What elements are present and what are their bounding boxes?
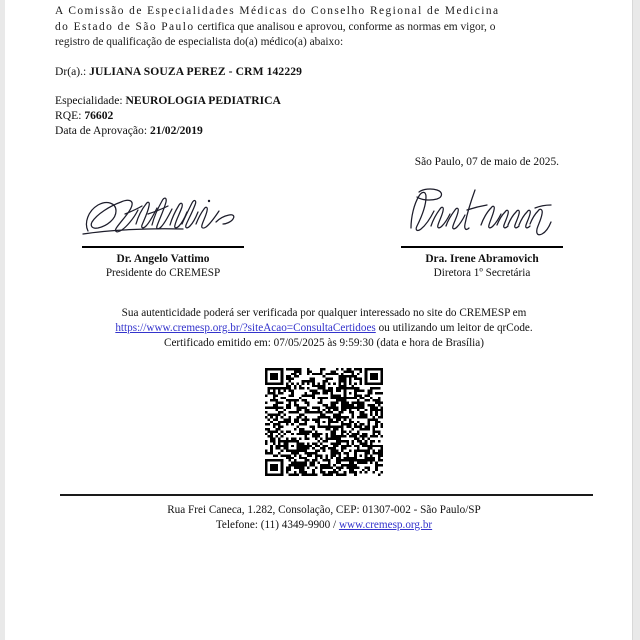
especialidade-value: NEUROLOGIA PEDIATRICA (125, 93, 281, 107)
footer-divider (60, 494, 593, 496)
qr-code (265, 368, 383, 476)
intro-line-1: A Comissão de Especialidades Médicas do Conselho Regional de Medicina (55, 5, 500, 17)
aprovacao-label: Data de Aprovação: (55, 124, 148, 138)
document-page (5, 0, 633, 640)
authenticity-line-2-rest: ou utilizando um leitor de qrCode. (375, 322, 533, 335)
aprovacao-value: 21/02/2019 (149, 124, 203, 138)
doctor-name: JULIANA SOUZA PEREZ - CRM 142229 (89, 64, 303, 78)
intro-line-2-rest: certifica que analisou e aprovou, conforme as normas em vigor, o (197, 20, 496, 33)
signature-angelo-vattimo-icon (57, 182, 269, 244)
rqe-value: 76602 (84, 108, 114, 122)
signature-rule (82, 246, 244, 248)
intro-line-3: registro de qualificação de especialista do(a) médico(a) abaixo: (55, 36, 344, 49)
emission-timestamp: Certificado emitido em: 07/05/2025 às 9:59:30 (data e hora de Brasília) (163, 336, 484, 349)
footer-phone: Telefone: (11) 4349-9900 / (215, 518, 339, 531)
footer-address: Rua Frei Caneca, 1.282, Consolação, CEP: 01307-002 - São Paulo/SP (167, 503, 481, 516)
signature-block-president (57, 182, 269, 280)
signature-block-secretary (376, 182, 588, 280)
authenticity-line-1: Sua autenticidade poderá ser verificada por qualquer interessado no site do CREMESP em (121, 307, 527, 320)
footer-site-link[interactable]: www.cremesp.org.br (338, 518, 433, 531)
footer-block (55, 503, 593, 533)
qr-code-wrapper (55, 368, 593, 476)
signature-rule (401, 246, 563, 248)
verification-link[interactable]: https://www.cremesp.org.br/?siteAcao=ConsultaCertidoes (115, 322, 376, 335)
rqe-label: RQE: (55, 108, 82, 122)
signature-role: Presidente do CREMESP (105, 267, 221, 280)
especialidade-label: Especialidade: (55, 93, 123, 107)
document-content (55, 0, 593, 533)
signature-name: Dra. Irene Abramovich (425, 253, 539, 266)
signature-role: Diretora 1º Secretária (433, 267, 531, 280)
city-date: São Paulo, 07 de maio de 2025. (414, 156, 559, 169)
doctor-line (55, 64, 593, 79)
authenticity-block (55, 306, 593, 350)
doctor-label: Dr(a).: (55, 64, 87, 78)
intro-line-2-spaced: do Estado de São Paulo (55, 20, 195, 33)
specialty-block (55, 93, 593, 139)
signature-name: Dr. Angelo Vattimo (116, 253, 210, 266)
signature-row (55, 182, 593, 280)
intro-paragraph (55, 0, 593, 51)
signature-irene-abramovich-icon (376, 182, 588, 244)
